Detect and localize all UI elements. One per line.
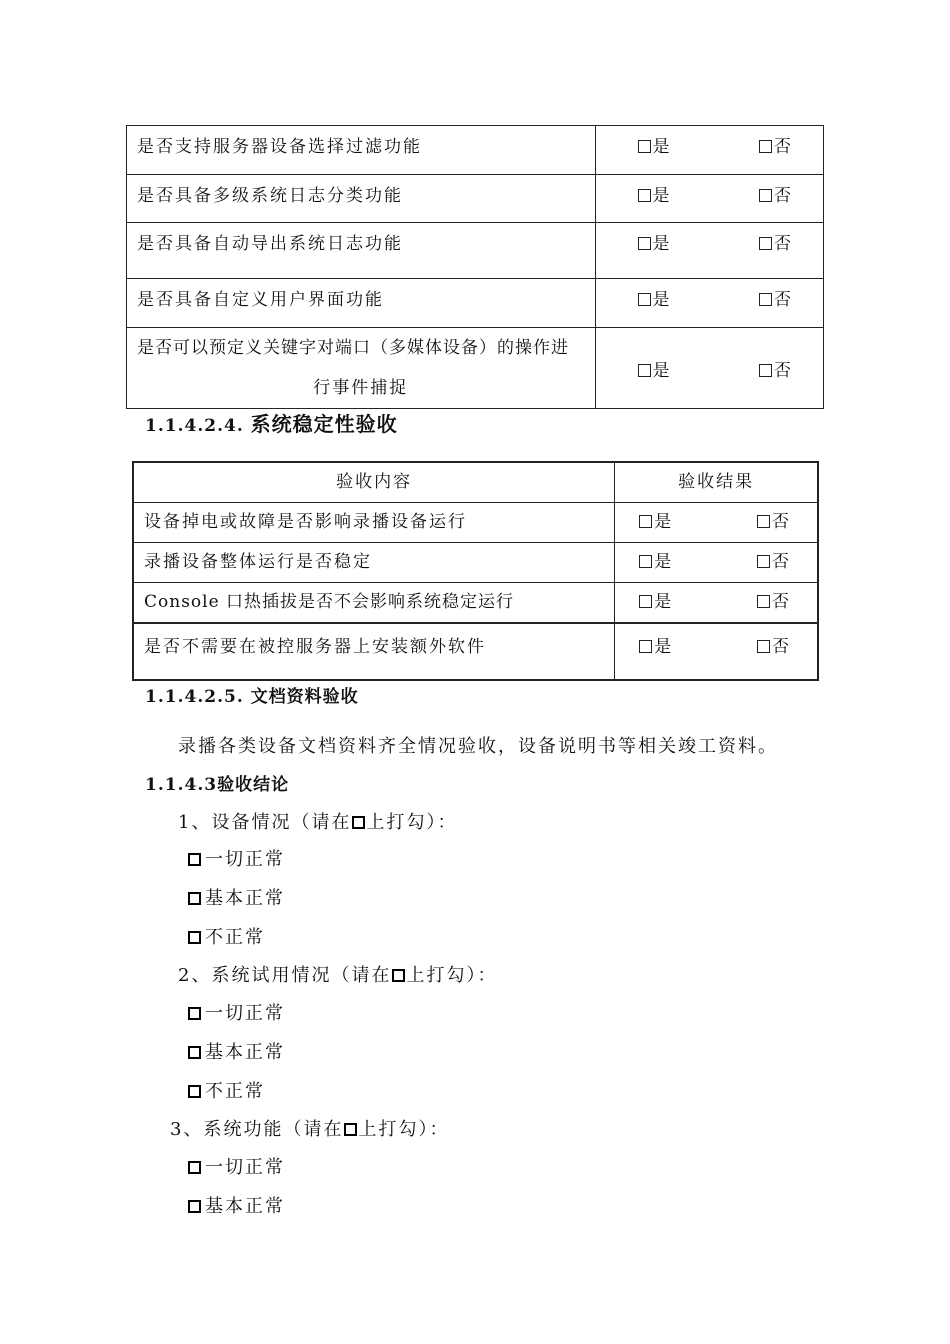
option-abnormal[interactable]: 不正常 [188,1077,265,1103]
no-option[interactable]: 否 [759,132,793,157]
checkbox-icon[interactable] [639,595,652,608]
item-cell: 录播设备整体运行是否稳定 [133,542,615,582]
result-cell [595,175,823,223]
table-row [127,175,824,223]
result-cell [615,623,818,680]
option-basically-normal[interactable]: 基本正常 [188,1192,285,1218]
result-cell [615,502,818,542]
checkbox-icon [392,969,405,982]
option-all-normal[interactable]: 一切正常 [188,1153,285,1179]
checkbox-icon[interactable] [188,892,201,905]
checkbox-icon[interactable] [638,189,651,202]
table-row [127,279,824,328]
yes-option[interactable]: 是 [638,285,672,310]
no-option[interactable]: 否 [757,632,791,657]
table-row [133,542,818,582]
checkbox-icon [352,816,365,829]
section-heading: 1.1.4.2.4. 系统稳定性验收 [145,412,398,436]
item-cell: Console 口热插拔是否不会影响系统稳定运行 [133,582,615,623]
yes-option[interactable]: 是 [638,356,672,381]
function-checklist-table [126,125,824,409]
checkbox-icon[interactable] [188,1007,201,1020]
checkbox-icon[interactable] [759,237,772,250]
table-row [127,328,824,409]
result-cell [595,126,823,175]
checkbox-icon[interactable] [188,1085,201,1098]
option-abnormal[interactable]: 不正常 [188,923,265,949]
checkbox-icon[interactable] [759,364,772,377]
no-option[interactable]: 否 [759,285,793,310]
result-cell [615,582,818,623]
question-system-function: 3、系统功能（请在 上打勾）： [170,1119,450,1140]
table-row [133,623,818,680]
section-heading: 1.1.4.2.5. 文档资料验收 [145,687,359,707]
table-row [127,126,824,175]
section-heading: 1.1.4.3验收结论 [145,775,290,795]
checkbox-icon[interactable] [757,640,770,653]
checkbox-icon[interactable] [639,555,652,568]
item-cell: 是否支持服务器设备选择过滤功能 [127,126,596,175]
checkbox-icon[interactable] [759,189,772,202]
no-option[interactable]: 否 [759,229,793,254]
option-basically-normal[interactable]: 基本正常 [188,884,285,910]
checkbox-icon[interactable] [757,595,770,608]
question-equipment: 1、设备情况（请在 上打勾）： [178,812,458,833]
yes-option[interactable]: 是 [639,507,673,532]
item-cell: 是否具备多级系统日志分类功能 [127,175,596,223]
item-cell: 设备掉电或故障是否影响录播设备运行 [133,502,615,542]
item-text-line1: 是否可以预定义关键字对端口（多媒体设备）的操作进 [137,338,569,358]
option-basically-normal[interactable]: 基本正常 [188,1038,285,1064]
checkbox-icon[interactable] [639,515,652,528]
option-all-normal[interactable]: 一切正常 [188,845,285,871]
checkbox-icon[interactable] [759,293,772,306]
no-option[interactable]: 否 [759,356,793,381]
no-option[interactable]: 否 [757,507,791,532]
table-header-row [133,462,818,502]
checkbox-icon[interactable] [757,555,770,568]
checkbox-icon[interactable] [188,1200,201,1213]
yes-option[interactable]: 是 [638,181,672,206]
doc-paragraph: 录播各类设备文档资料齐全情况验收，设备说明书等相关竣工资料。 [178,736,778,757]
checkbox-icon[interactable] [757,515,770,528]
yes-option[interactable]: 是 [639,632,673,657]
yes-option[interactable]: 是 [638,132,672,157]
item-text-line2: 行事件捕捉 [313,378,409,398]
result-cell [595,328,823,409]
yes-option[interactable]: 是 [639,547,673,572]
yes-option[interactable]: 是 [638,229,672,254]
result-cell [595,223,823,279]
option-all-normal[interactable]: 一切正常 [188,999,285,1025]
checkbox-icon[interactable] [188,1046,201,1059]
checkbox-icon[interactable] [188,931,201,944]
checkbox-icon[interactable] [188,1161,201,1174]
item-cell [127,328,596,409]
no-option[interactable]: 否 [757,587,791,612]
checkbox-icon[interactable] [638,364,651,377]
checkbox-icon[interactable] [639,640,652,653]
checkbox-icon[interactable] [638,293,651,306]
table-row [133,502,818,542]
yes-option[interactable]: 是 [639,587,673,612]
checkbox-icon[interactable] [638,140,651,153]
checkbox-icon [344,1123,357,1136]
header-content: 验收内容 [133,462,615,502]
table-row [133,582,818,623]
no-option[interactable]: 否 [759,181,793,206]
item-cell: 是否具备自动导出系统日志功能 [127,223,596,279]
result-cell [595,279,823,328]
item-cell: 是否具备自定义用户界面功能 [127,279,596,328]
no-option[interactable]: 否 [757,547,791,572]
item-cell: 是否不需要在被控服务器上安装额外软件 [133,623,615,680]
checkbox-icon[interactable] [759,140,772,153]
checkbox-icon[interactable] [188,853,201,866]
result-cell [615,542,818,582]
stability-checklist-table [132,461,819,681]
table-row [127,223,824,279]
checkbox-icon[interactable] [638,237,651,250]
question-trial-use: 2、系统试用情况（请在 上打勾）： [178,965,498,986]
header-result: 验收结果 [615,462,818,502]
